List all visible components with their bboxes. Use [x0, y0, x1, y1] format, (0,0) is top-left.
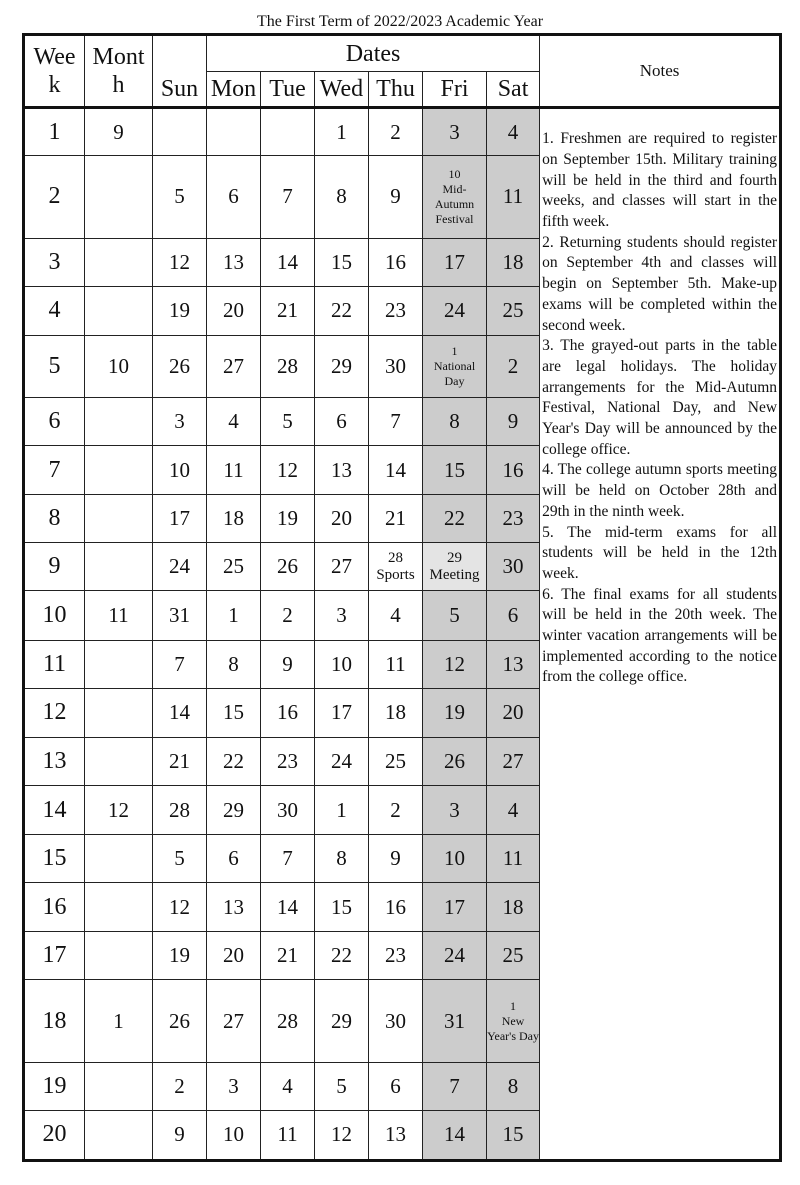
date-cell-tue [261, 108, 315, 156]
date-cell-mon: 22 [207, 737, 261, 785]
date-cell-tue: 28 [261, 980, 315, 1062]
date-cell-wed: 5 [315, 1062, 369, 1110]
date-cell-sat: 4 [487, 108, 540, 156]
day-header-tue: Tue [261, 72, 315, 108]
date-cell-tue: 9 [261, 640, 315, 688]
month-number [85, 737, 153, 785]
date-cell-sun: 2 [153, 1062, 207, 1110]
week-number: 12 [24, 688, 85, 737]
date-cell-fri: 31 [423, 980, 487, 1062]
date-cell-thu: 14 [369, 446, 423, 495]
notes-header: Notes [540, 35, 781, 108]
date-cell-wed: 1 [315, 785, 369, 834]
date-cell-thu: 16 [369, 238, 423, 286]
date-cell-sun: 24 [153, 543, 207, 591]
date-cell-mon: 20 [207, 932, 261, 980]
date-cell-wed: 20 [315, 495, 369, 543]
date-cell-fri: 22 [423, 495, 487, 543]
page-title: The First Term of 2022/2023 Academic Year [256, 13, 544, 30]
week-row [24, 108, 781, 156]
week-header-line1: Wee [33, 44, 76, 71]
month-number: 1 [85, 980, 153, 1062]
date-cell-mon: 15 [207, 688, 261, 737]
week-number: 17 [24, 932, 85, 980]
week-number: 3 [24, 238, 85, 286]
date-cell-thu: 2 [369, 785, 423, 834]
month-number [85, 543, 153, 591]
month-number [85, 883, 153, 932]
date-cell-tue: 4 [261, 1062, 315, 1110]
day-header-wed: Wed [315, 72, 369, 108]
date-cell-tue: 14 [261, 883, 315, 932]
date-cell-mon: 6 [207, 835, 261, 883]
date-cell-fri: 24 [423, 932, 487, 980]
day-header-fri: Fri [423, 72, 487, 108]
date-cell-fri: 24 [423, 286, 487, 335]
month-number [85, 286, 153, 335]
date-cell-tue: 2 [261, 591, 315, 640]
month-number [85, 238, 153, 286]
date-cell-sun: 31 [153, 591, 207, 640]
date-cell-tue: 21 [261, 932, 315, 980]
week-number: 4 [24, 286, 85, 335]
date-cell-sat: 4 [487, 785, 540, 834]
date-cell-sun: 28 [153, 785, 207, 834]
date-cell-fri: 19 [423, 688, 487, 737]
date-cell-thu: 2 [369, 108, 423, 156]
date-cell-thu: 25 [369, 737, 423, 785]
date-cell-mon: 6 [207, 156, 261, 238]
date-cell-sun: 21 [153, 737, 207, 785]
date-cell-mon: 3 [207, 1062, 261, 1110]
date-cell-sat: 8 [487, 1062, 540, 1110]
date-number: 10 [448, 166, 461, 181]
date-cell-sun: 26 [153, 980, 207, 1062]
month-number [85, 495, 153, 543]
date-cell-sat: 25 [487, 286, 540, 335]
date-cell-mon: 11 [207, 446, 261, 495]
date-cell-sat: 2 [487, 335, 540, 397]
date-cell-mon: 10 [207, 1110, 261, 1160]
date-cell-tue: 12 [261, 446, 315, 495]
date-cell-sun: 9 [153, 1110, 207, 1160]
date-cell-thu: 23 [369, 286, 423, 335]
date-cell-sun: 5 [153, 835, 207, 883]
month-number: 11 [85, 591, 153, 640]
date-cell-wed: 24 [315, 737, 369, 785]
date-cell-mon: 27 [207, 335, 261, 397]
date-cell-wed: 12 [315, 1110, 369, 1160]
date-cell-tue: 14 [261, 238, 315, 286]
date-cell-sun: 10 [153, 446, 207, 495]
date-cell-wed: 17 [315, 688, 369, 737]
date-cell-wed: 8 [315, 835, 369, 883]
note-item: 5. The mid-term exams for all students will be held in the 12th week. [542, 523, 778, 582]
date-cell-thu: 16 [369, 883, 423, 932]
week-number: 11 [24, 640, 85, 688]
week-number: 2 [24, 156, 85, 238]
calendar-table [22, 33, 782, 1162]
date-cell-wed: 22 [315, 286, 369, 335]
date-cell-thu: 30 [369, 335, 423, 397]
date-cell-mon: 27 [207, 980, 261, 1062]
note-item: 2. Returning students should register on September 4th and classes will begin on September 5th. Make-up exams will be completed within the second week. [542, 233, 778, 334]
date-cell-wed: 22 [315, 932, 369, 980]
day-header-sun: Sun [153, 72, 207, 108]
date-cell-sun: 5 [153, 156, 207, 238]
week-number: 9 [24, 543, 85, 591]
holiday-label: Mid-Autumn Festival [434, 181, 475, 226]
month-number: 12 [85, 785, 153, 834]
week-number: 13 [24, 737, 85, 785]
date-cell-wed: 1 [315, 108, 369, 156]
date-cell-sun: 26 [153, 335, 207, 397]
date-cell-sat: 27 [487, 737, 540, 785]
note-item: 3. The grayed-out parts in the table are legal holidays. The holiday arrangements for the Mid-Autumn Festival, National Day, and New Year's Day will be announced by the college office. [542, 337, 778, 458]
holiday-label: Sports [376, 566, 415, 583]
date-cell-sat: 25 [487, 932, 540, 980]
date-cell-fri: 12 [423, 640, 487, 688]
day-header-mon: Mon [207, 72, 261, 108]
week-number: 18 [24, 980, 85, 1062]
week-number: 10 [24, 591, 85, 640]
month-number [85, 397, 153, 445]
date-cell-tue: 7 [261, 156, 315, 238]
holiday-label: New Year's Day [487, 1013, 539, 1043]
date-cell-tue: 11 [261, 1110, 315, 1160]
week-number: 8 [24, 495, 85, 543]
date-cell-sun: 12 [153, 883, 207, 932]
date-cell-thu: 23 [369, 932, 423, 980]
date-cell-sun: 7 [153, 640, 207, 688]
date-cell-mon: 1 [207, 591, 261, 640]
week-number: 6 [24, 397, 85, 445]
date-cell-sat: 16 [487, 446, 540, 495]
week-header-line2: k [48, 72, 61, 99]
date-cell-mon: 8 [207, 640, 261, 688]
date-cell-thu: 18 [369, 688, 423, 737]
day-header-sat: Sat [487, 72, 540, 108]
date-cell-sun: 3 [153, 397, 207, 445]
month-number [85, 446, 153, 495]
date-cell-thu: 13 [369, 1110, 423, 1160]
date-cell-sat: 11 [487, 156, 540, 238]
date-cell-fri: 26 [423, 737, 487, 785]
date-cell-wed: 29 [315, 980, 369, 1062]
date-cell-thu: 9 [369, 156, 423, 238]
week-number: 16 [24, 883, 85, 932]
week-header [24, 35, 85, 108]
month-number [85, 640, 153, 688]
date-cell-wed: 29 [315, 335, 369, 397]
date-number: 1 [510, 998, 517, 1013]
week-number: 7 [24, 446, 85, 495]
date-cell-fri: 7 [423, 1062, 487, 1110]
date-cell-sat: 20 [487, 688, 540, 737]
month-number [85, 835, 153, 883]
holiday-label: Meeting [429, 566, 480, 583]
week-number: 20 [24, 1110, 85, 1160]
date-cell-sat: 9 [487, 397, 540, 445]
date-cell-mon: 13 [207, 238, 261, 286]
date-cell-wed: 13 [315, 446, 369, 495]
month-number [85, 156, 153, 238]
date-cell-sun: 14 [153, 688, 207, 737]
date-cell-sat: 23 [487, 495, 540, 543]
day-header-thu: Thu [369, 72, 423, 108]
date-cell-thu: 30 [369, 980, 423, 1062]
note-item: 6. The final exams for all students will be held in the 20th week. The winter vacation arrangements will be implemented according to the notice from the college office. [542, 585, 778, 686]
header-blank [153, 35, 207, 72]
date-cell-fri [423, 156, 487, 238]
date-cell-thu: 4 [369, 591, 423, 640]
date-cell-tue: 16 [261, 688, 315, 737]
month-header-line1: Mont [92, 44, 145, 71]
date-number: 1 [451, 343, 458, 358]
date-cell-fri: 5 [423, 591, 487, 640]
date-cell-wed: 15 [315, 238, 369, 286]
date-cell-sat: 13 [487, 640, 540, 688]
dates-header: Dates [207, 35, 540, 72]
date-cell-tue: 28 [261, 335, 315, 397]
date-cell-sun [153, 108, 207, 156]
date-cell-thu: 21 [369, 495, 423, 543]
month-number [85, 1110, 153, 1160]
date-cell-fri: 17 [423, 883, 487, 932]
date-cell-tue: 30 [261, 785, 315, 834]
week-number: 14 [24, 785, 85, 834]
date-number: 29 [447, 549, 462, 566]
date-cell-fri: 17 [423, 238, 487, 286]
date-cell-thu [369, 543, 423, 591]
date-cell-sun: 12 [153, 238, 207, 286]
date-cell-mon: 18 [207, 495, 261, 543]
month-number [85, 688, 153, 737]
date-cell-mon [207, 108, 261, 156]
date-number: 28 [388, 549, 403, 566]
note-item: 4. The college autumn sports meeting will be held on October 28th and 29th in the ninth week. [542, 461, 778, 520]
date-cell-mon: 13 [207, 883, 261, 932]
date-cell-tue: 5 [261, 397, 315, 445]
date-cell-wed: 15 [315, 883, 369, 932]
date-cell-sun: 19 [153, 932, 207, 980]
month-number [85, 1062, 153, 1110]
week-number: 1 [24, 108, 85, 156]
date-cell-sat: 6 [487, 591, 540, 640]
date-cell-wed: 8 [315, 156, 369, 238]
date-cell-fri [423, 335, 487, 397]
week-number: 5 [24, 335, 85, 397]
holiday-label: National Day [433, 358, 476, 388]
date-cell-sat: 30 [487, 543, 540, 591]
date-cell-thu: 6 [369, 1062, 423, 1110]
date-cell-mon: 20 [207, 286, 261, 335]
note-item: 1. Freshmen are required to register on September 15th. Military training will be held in the third and fourth weeks, and classes will start in the fifth week. [542, 130, 778, 230]
date-cell-fri: 10 [423, 835, 487, 883]
month-number: 9 [85, 108, 153, 156]
date-cell-thu: 11 [369, 640, 423, 688]
date-cell-sat: 11 [487, 835, 540, 883]
date-cell-sat: 18 [487, 238, 540, 286]
date-cell-mon: 25 [207, 543, 261, 591]
date-cell-sat: 15 [487, 1110, 540, 1160]
date-cell-thu: 7 [369, 397, 423, 445]
month-header-line2: h [112, 72, 125, 99]
date-cell-thu: 9 [369, 835, 423, 883]
date-cell-tue: 26 [261, 543, 315, 591]
date-cell-tue: 21 [261, 286, 315, 335]
date-cell-fri: 15 [423, 446, 487, 495]
date-cell-fri: 8 [423, 397, 487, 445]
date-cell-fri [423, 543, 487, 591]
date-cell-sat: 18 [487, 883, 540, 932]
date-cell-wed: 10 [315, 640, 369, 688]
date-cell-fri: 3 [423, 108, 487, 156]
date-cell-wed: 3 [315, 591, 369, 640]
month-header [85, 35, 153, 108]
date-cell-sun: 17 [153, 495, 207, 543]
week-number: 15 [24, 835, 85, 883]
date-cell-wed: 27 [315, 543, 369, 591]
date-cell-fri: 3 [423, 785, 487, 834]
date-cell-mon: 4 [207, 397, 261, 445]
date-cell-tue: 23 [261, 737, 315, 785]
date-cell-tue: 7 [261, 835, 315, 883]
month-number: 10 [85, 335, 153, 397]
date-cell-sun: 19 [153, 286, 207, 335]
date-cell-tue: 19 [261, 495, 315, 543]
date-cell-wed: 6 [315, 397, 369, 445]
week-number: 19 [24, 1062, 85, 1110]
month-number [85, 932, 153, 980]
date-cell-mon: 29 [207, 785, 261, 834]
date-cell-sat [487, 980, 540, 1062]
date-cell-fri: 14 [423, 1110, 487, 1160]
notes-panel [540, 108, 781, 1161]
